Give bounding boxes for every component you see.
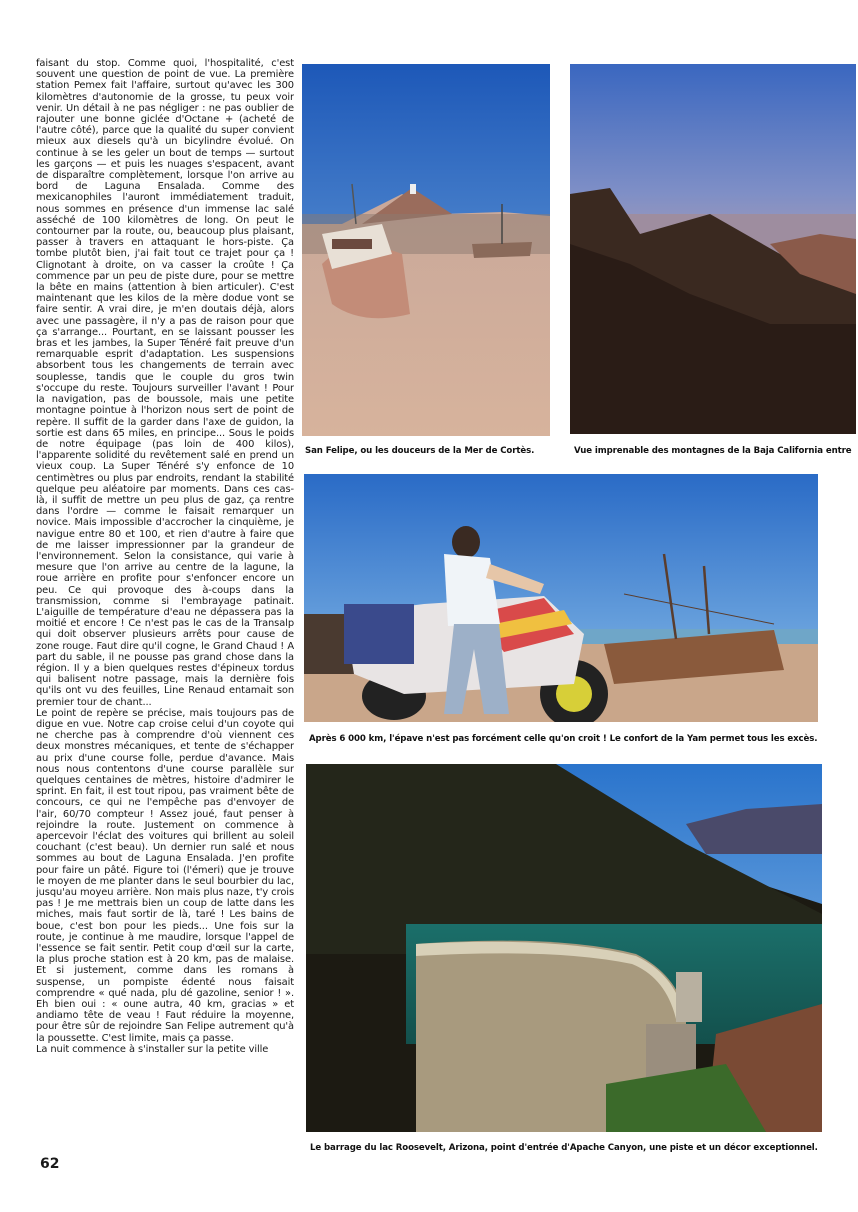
photo-baja-mountains xyxy=(570,64,856,434)
article-paragraph: Le point de repère se précise, mais toujours pas de digue en vue. Notre cap croise celui d'un coyote qui ne cherche pas à comprendre d'où viennent ces deux monstres mécaniques, et tente de s'échapper au prix d'une course folle, perdue d'avance. Mais nous nous contentons d'une course parallèle sur quelques centaines de mètres, histoire d'admirer le sprint. En fait, il est tout ripou, pas vraiment bête de concours, ce qui ne l'empêche pas d'envoyer de l'air, 60/70 compteur ! Assez joué, faut penser à rejoindre la route. Justement on commence à apercevoir l'éclat des voitures qui brillent au soleil couchant (c'est beau). Un dernier run salé et nous sommes au bout de Laguna Ensalada. J'en profite pour faire un pâté. Figure toi (l'émeri) que je trouve le moyen de me planter dans le seul bourbier du lac, jusqu'au moyeu arrière. Non mais plus naze, t'y crois pas ! Je me mettrais bien un coup de latte dans les miches, mais faut sortir de là, taré ! Les bains de boue, c'est bon pour les pieds... Une fois sur la route, je continue à me maudire, lorsque l'appel de l'essence se fait sentir. Petit coup d'œil sur la carte, la plus proche station est à 20 km, pas de malaise. Et si justement, comme dans les romans à suspense, un pompiste édenté nous faisait comprendre « qué nada, plu dé gazoline, senior ! ». Eh bien oui : « oune autra, 40 km, gracias » et andiamo tête de veau ! Faut réduire la moyenne, pour être sûr de rejoindre San Felipe autrement qu'à la poussette. C'est limite, mais ça passe. xyxy=(36,707,294,1044)
photo-roosevelt-dam xyxy=(306,764,822,1132)
caption-barrage: Le barrage du lac Roosevelt, Arizona, point d'entrée d'Apache Canyon, une piste et un décor exceptionnel. xyxy=(310,1143,818,1153)
caption-epave: Après 6 000 km, l'épave n'est pas forcément celle qu'on croit ! Le confort de la Yam permet tous les excès. xyxy=(309,734,818,744)
article-paragraph: La nuit commence à s'installer sur la petite ville xyxy=(36,1043,269,1055)
article-text-column xyxy=(36,58,294,1154)
caption-baja: Vue imprenable des montagnes de la Baja California entre xyxy=(574,446,852,456)
photo-san-felipe xyxy=(302,64,550,436)
photo-motorbike-wreck xyxy=(304,474,818,722)
page-number: 62 xyxy=(40,1156,60,1172)
article-paragraph: faisant du stop. Comme quoi, l'hospitalité, c'est souvent une question de point de vue. La première station Pemex fait l'affaire, surtout qu'avec les 300 kilomètres d'autonomie de la grosse, tu peux voir venir. Un détail à ne pas négliger : ne pas oublier de rajouter une bonne giclée d'Octane + (acheté de l'autre côté), parce que la qualité du super convient mieux aux diesels qu'à un bicylindre évolué. On continue à se les geler un bout de temps — surtout les garçons — et puis les nuages s'espacent, avant de disparaître complètement, lorsque l'on arrive au bord de Laguna Ensalada. Comme des mexicanophiles l'auront immédiatement traduit, nous sommes en présence d'un immense lac salé asséché de 100 kilomètres de long. On peut le contourner par la route, ou, beaucoup plus plaisant, passer à travers en attaquant le hors-piste. Ça tombe plutôt bien, j'ai fait tout ce trajet pour ça ! Clignotant à droite, on va casser la croûte ! Ça commence par un peu de piste dure, pour se mettre la bête en mains (attention à bien articuler). C'est maintenant que les kilos de la mère dodue vont se faire sentir. A vrai dire, je m'en doutais déjà, alors avec une passagère, il n'y a pas de raison pour que ça s'arrange... Pourtant, en se laissant pousser les bras et les jambes, la Super Ténéré fait preuve d'un remarquable esprit d'adaptation. Les suspensions absorbent tous les changements de terrain avec souplesse, tandis que le couple du gros twin s'occupe du reste. Toujours surveiller l'avant ! Pour la navigation, pas de boussole, mais une petite montagne pointue à l'horizon nous sert de point de repère. Il suffit de la garder dans l'axe de guidon, la sortie est dans 65 miles, en principe... Sous le poids de notre équipage (pas loin de 400 kilos), l'apparente solidité du revêtement salé en prend un vieux coup. La Super Ténéré s'y enfonce de 10 centimètres ou plus par endroits, rendant la stabilité quelque peu aléatoire par moments. Dans ces cas-là, il suffit de mettre un peu plus de gaz, ça rentre dans l'ordre — comme le faisait remarquer un novice. Mais impossible d'accrocher la cinquième, je navigue entre 80 et 100, et rien d'autre à faire que de me laisser impressionner par la grandeur de l'environnement. Selon la consistance, qui varie à mesure que l'on arrive au centre de la lagune, la roue arrière en profite pour s'enfoncer encore un peu. Ce qui provoque des à-coups dans la transmission, comme si l'embrayage patinait. L'aiguille de température d'eau ne dépassera pas la moitié et encore ! Ce n'est pas le cas de la Transalp qui doit observer plusieurs arrêts pour cause de zone rouge. Faut dire qu'il cogne, le Grand Chaud ! A part du sable, il ne pousse pas grand chose dans la région. Il y a bien quelques restes d'épineux tordus qui balisent notre passage, mais la dernière fois qu'ils ont vu des feuilles, Line Renaud entamait son premier tour de chant... xyxy=(36,58,294,708)
caption-san-felipe: San Felipe, ou les douceurs de la Mer de Cortès. xyxy=(305,446,535,456)
